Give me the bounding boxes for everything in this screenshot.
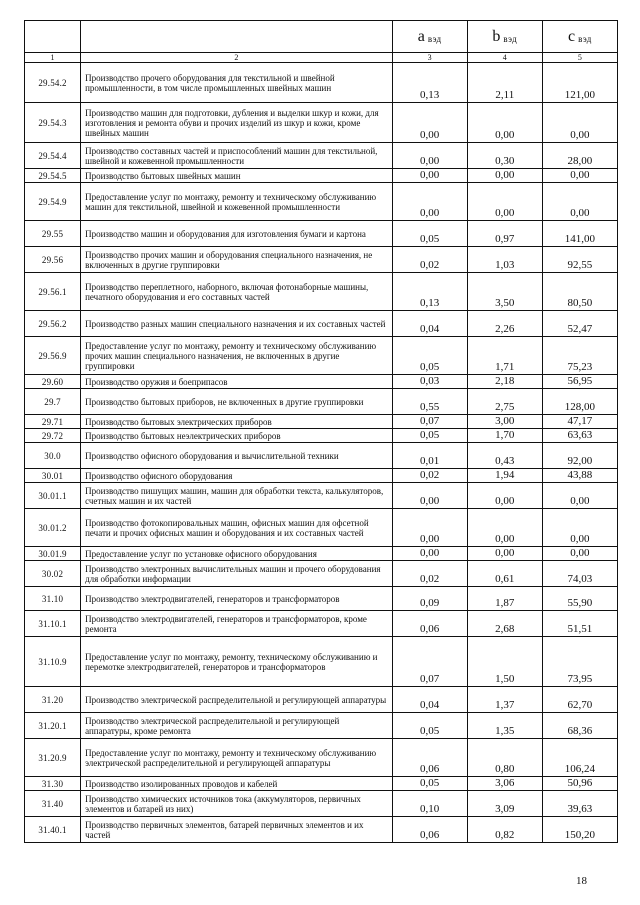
row-name: Производство электродвигателей, генераторов и трансформаторов — [81, 587, 393, 611]
document-page — [24, 20, 618, 843]
row-name: Производство пишущих машин, машин для обработки текста, калькуляторов, счетных машин и их частей — [81, 483, 393, 509]
row-value-b: 0,00 — [467, 103, 542, 143]
row-value-b: 0,00 — [467, 509, 542, 547]
row-value-c: 121,00 — [542, 63, 617, 103]
row-name: Предоставление услуг по монтажу, ремонту и техническому обслуживанию машин для текстильной, швейной и кожевенной промышленности — [81, 183, 393, 221]
row-value-c: 141,00 — [542, 221, 617, 247]
header-c-label: c — [568, 27, 576, 45]
table-row — [25, 311, 618, 337]
row-value-a: 0,04 — [392, 687, 467, 713]
row-name: Производство первичных элементов, батарей первичных элементов и их частей — [81, 817, 393, 843]
row-name: Производство переплетного, наборного, включая фотонаборные машины, печатного оборудования и его составных частей — [81, 273, 393, 311]
header-code — [25, 21, 81, 53]
table-row — [25, 637, 618, 687]
row-code: 31.20 — [25, 687, 81, 713]
header-row — [25, 21, 618, 53]
row-name: Производство составных частей и приспособлений машин для текстильной, швейной и кожевенной промышленности — [81, 143, 393, 169]
row-value-c: 51,51 — [542, 611, 617, 637]
row-value-b: 3,50 — [467, 273, 542, 311]
table-row — [25, 273, 618, 311]
row-value-a: 0,05 — [392, 713, 467, 739]
row-code: 31.40.1 — [25, 817, 81, 843]
row-value-a: 0,02 — [392, 247, 467, 273]
table-row — [25, 337, 618, 375]
row-code: 29.71 — [25, 415, 81, 429]
row-value-c: 74,03 — [542, 561, 617, 587]
row-code: 31.10.9 — [25, 637, 81, 687]
table-row — [25, 375, 618, 389]
header-a-label: a — [417, 27, 425, 45]
header-c-subscript: вэд — [578, 33, 592, 44]
row-value-c: 39,63 — [542, 791, 617, 817]
table-row — [25, 429, 618, 443]
row-value-c: 68,36 — [542, 713, 617, 739]
table-row — [25, 791, 618, 817]
row-code: 31.40 — [25, 791, 81, 817]
row-code: 29.54.4 — [25, 143, 81, 169]
row-value-c: 0,00 — [542, 509, 617, 547]
row-code: 30.01.2 — [25, 509, 81, 547]
row-name: Производство машин и оборудования для изготовления бумаги и картона — [81, 221, 393, 247]
row-value-b: 2,26 — [467, 311, 542, 337]
row-name: Производство бытовых швейных машин — [81, 169, 393, 183]
table-row — [25, 739, 618, 777]
row-code: 31.20.9 — [25, 739, 81, 777]
table-row — [25, 469, 618, 483]
row-value-a: 0,10 — [392, 791, 467, 817]
row-value-a: 0,05 — [392, 777, 467, 791]
row-value-c: 63,63 — [542, 429, 617, 443]
table-row — [25, 415, 618, 429]
row-value-b: 0,00 — [467, 483, 542, 509]
row-value-b: 0,00 — [467, 183, 542, 221]
row-code: 29.55 — [25, 221, 81, 247]
row-code: 29.7 — [25, 389, 81, 415]
header-a — [392, 21, 467, 53]
row-value-b: 0,00 — [467, 547, 542, 561]
row-value-a: 0,07 — [392, 415, 467, 429]
table-row — [25, 561, 618, 587]
row-value-a: 0,55 — [392, 389, 467, 415]
row-value-b: 0,61 — [467, 561, 542, 587]
row-value-c: 80,50 — [542, 273, 617, 311]
column-number-1: 1 — [25, 53, 81, 63]
row-value-c: 62,70 — [542, 687, 617, 713]
row-name: Производство офисного оборудования — [81, 469, 393, 483]
table-row — [25, 483, 618, 509]
row-name: Предоставление услуг по монтажу, ремонту и техническому обслуживанию электрической распределительной и регулирующей аппаратуры — [81, 739, 393, 777]
row-name: Производство химических источников тока (аккумуляторов, первичных элементов и батарей из них) — [81, 791, 393, 817]
row-value-a: 0,00 — [392, 183, 467, 221]
row-value-c: 55,90 — [542, 587, 617, 611]
row-value-c: 28,00 — [542, 143, 617, 169]
row-value-c: 0,00 — [542, 547, 617, 561]
row-value-c: 150,20 — [542, 817, 617, 843]
table-row — [25, 443, 618, 469]
row-value-b: 1,35 — [467, 713, 542, 739]
row-value-c: 106,24 — [542, 739, 617, 777]
row-value-a: 0,09 — [392, 587, 467, 611]
row-value-b: 3,00 — [467, 415, 542, 429]
row-value-b: 0,43 — [467, 443, 542, 469]
row-value-c: 75,23 — [542, 337, 617, 375]
coefficients-table — [24, 20, 618, 843]
row-value-a: 0,00 — [392, 509, 467, 547]
column-number-3: 3 — [392, 53, 467, 63]
row-code: 29.72 — [25, 429, 81, 443]
row-name: Предоставление услуг по монтажу, ремонту, техническому обслуживанию и перемотке электродвигателей, генераторов и трансформаторов — [81, 637, 393, 687]
row-value-c: 43,88 — [542, 469, 617, 483]
row-value-a: 0,05 — [392, 429, 467, 443]
row-code: 29.56.1 — [25, 273, 81, 311]
header-b-subscript: вэд — [503, 33, 518, 44]
row-value-b: 0,80 — [467, 739, 542, 777]
table-row — [25, 103, 618, 143]
row-value-a: 0,02 — [392, 469, 467, 483]
row-value-c: 47,17 — [542, 415, 617, 429]
table-row — [25, 611, 618, 637]
column-number-2: 2 — [81, 53, 393, 63]
row-value-c: 0,00 — [542, 183, 617, 221]
table-row — [25, 509, 618, 547]
row-value-b: 0,30 — [467, 143, 542, 169]
row-value-a: 0,05 — [392, 337, 467, 375]
row-value-b: 1,50 — [467, 637, 542, 687]
row-value-a: 0,13 — [392, 273, 467, 311]
row-value-a: 0,00 — [392, 483, 467, 509]
row-name: Производство изолированных проводов и кабелей — [81, 777, 393, 791]
row-name: Производство электрической распределительной и регулирующей аппаратуры — [81, 687, 393, 713]
row-name: Производство бытовых неэлектрических приборов — [81, 429, 393, 443]
row-value-c: 0,00 — [542, 483, 617, 509]
row-value-b: 1,37 — [467, 687, 542, 713]
row-value-a: 0,01 — [392, 443, 467, 469]
table-row — [25, 247, 618, 273]
row-value-a: 0,00 — [392, 169, 467, 183]
row-code: 29.56.2 — [25, 311, 81, 337]
row-value-a: 0,07 — [392, 637, 467, 687]
row-code: 30.01.9 — [25, 547, 81, 561]
row-value-c: 92,00 — [542, 443, 617, 469]
row-value-b: 1,71 — [467, 337, 542, 375]
row-value-c: 73,95 — [542, 637, 617, 687]
row-code: 29.56 — [25, 247, 81, 273]
row-name: Производство разных машин специального назначения и их составных частей — [81, 311, 393, 337]
column-number-row — [25, 53, 618, 63]
table-row — [25, 817, 618, 843]
row-value-b: 3,06 — [467, 777, 542, 791]
column-number-4: 4 — [467, 53, 542, 63]
row-name: Производство машин для подготовки, дубления и выделки шкур и кожи, для изготовления и ремонта обуви и прочих изделий из шкур и кожи, кроме швейных машин — [81, 103, 393, 143]
row-value-b: 1,03 — [467, 247, 542, 273]
row-value-c: 50,96 — [542, 777, 617, 791]
row-code: 31.10.1 — [25, 611, 81, 637]
header-c — [542, 21, 617, 53]
row-value-b: 2,75 — [467, 389, 542, 415]
table-row — [25, 143, 618, 169]
row-value-b: 2,68 — [467, 611, 542, 637]
table-row — [25, 587, 618, 611]
row-value-a: 0,00 — [392, 103, 467, 143]
row-value-a: 0,00 — [392, 143, 467, 169]
table-row — [25, 687, 618, 713]
table-row — [25, 547, 618, 561]
row-value-a: 0,00 — [392, 547, 467, 561]
row-name: Производство электронных вычислительных машин и прочего оборудования для обработки информации — [81, 561, 393, 587]
column-number-5: 5 — [542, 53, 617, 63]
row-code: 30.01 — [25, 469, 81, 483]
row-code: 29.60 — [25, 375, 81, 389]
header-b — [467, 21, 542, 53]
table-row — [25, 63, 618, 103]
row-value-c: 52,47 — [542, 311, 617, 337]
row-code: 30.0 — [25, 443, 81, 469]
row-value-c: 0,00 — [542, 169, 617, 183]
row-code: 30.01.1 — [25, 483, 81, 509]
row-value-a: 0,05 — [392, 221, 467, 247]
row-value-c: 0,00 — [542, 103, 617, 143]
row-name: Производство оружия и боеприпасов — [81, 375, 393, 389]
row-code: 29.54.3 — [25, 103, 81, 143]
row-name: Производство офисного оборудования и вычислительной техники — [81, 443, 393, 469]
row-name: Производство бытовых электрических приборов — [81, 415, 393, 429]
row-value-b: 0,97 — [467, 221, 542, 247]
table-body — [25, 63, 618, 843]
row-name: Предоставление услуг по монтажу, ремонту и техническому обслуживанию прочих машин специального назначения, не включенных в другие группировки — [81, 337, 393, 375]
row-code: 29.56.9 — [25, 337, 81, 375]
row-code: 29.54.2 — [25, 63, 81, 103]
row-value-a: 0,13 — [392, 63, 467, 103]
table-row — [25, 777, 618, 791]
row-value-b: 3,09 — [467, 791, 542, 817]
row-value-a: 0,04 — [392, 311, 467, 337]
row-code: 31.10 — [25, 587, 81, 611]
table-row — [25, 183, 618, 221]
table-row — [25, 389, 618, 415]
row-name: Производство электродвигателей, генераторов и трансформаторов, кроме ремонта — [81, 611, 393, 637]
row-value-a: 0,03 — [392, 375, 467, 389]
row-code: 30.02 — [25, 561, 81, 587]
row-name: Производство фотокопировальных машин, офисных машин для офсетной печати и прочих офисных машин и оборудования и их составных частей — [81, 509, 393, 547]
row-value-a: 0,06 — [392, 611, 467, 637]
row-code: 29.54.9 — [25, 183, 81, 221]
row-name: Производство бытовых приборов, не включенных в другие группировки — [81, 389, 393, 415]
row-name: Производство электрической распределительной и регулирующей аппаратуры, кроме ремонта — [81, 713, 393, 739]
row-value-a: 0,06 — [392, 817, 467, 843]
row-code: 29.54.5 — [25, 169, 81, 183]
row-value-c: 56,95 — [542, 375, 617, 389]
row-value-b: 0,82 — [467, 817, 542, 843]
header-name — [81, 21, 393, 53]
row-value-b: 1,94 — [467, 469, 542, 483]
page-number: 18 — [576, 875, 587, 887]
row-name: Производство прочих машин и оборудования специального назначения, не включенных в другие группировки — [81, 247, 393, 273]
row-value-c: 128,00 — [542, 389, 617, 415]
row-code: 31.20.1 — [25, 713, 81, 739]
header-b-label: b — [492, 27, 501, 45]
row-value-b: 0,00 — [467, 169, 542, 183]
header-a-subscript: вэд — [427, 33, 442, 44]
row-value-c: 92,55 — [542, 247, 617, 273]
row-code: 31.30 — [25, 777, 81, 791]
row-name: Производство прочего оборудования для текстильной и швейной промышленности, в том числе промышленных швейных машин — [81, 63, 393, 103]
row-name: Предоставление услуг по установке офисного оборудования — [81, 547, 393, 561]
table-row — [25, 221, 618, 247]
row-value-b: 2,18 — [467, 375, 542, 389]
table-row — [25, 713, 618, 739]
row-value-b: 2,11 — [467, 63, 542, 103]
row-value-a: 0,06 — [392, 739, 467, 777]
table-row — [25, 169, 618, 183]
row-value-a: 0,02 — [392, 561, 467, 587]
row-value-b: 1,87 — [467, 587, 542, 611]
row-value-b: 1,70 — [467, 429, 542, 443]
